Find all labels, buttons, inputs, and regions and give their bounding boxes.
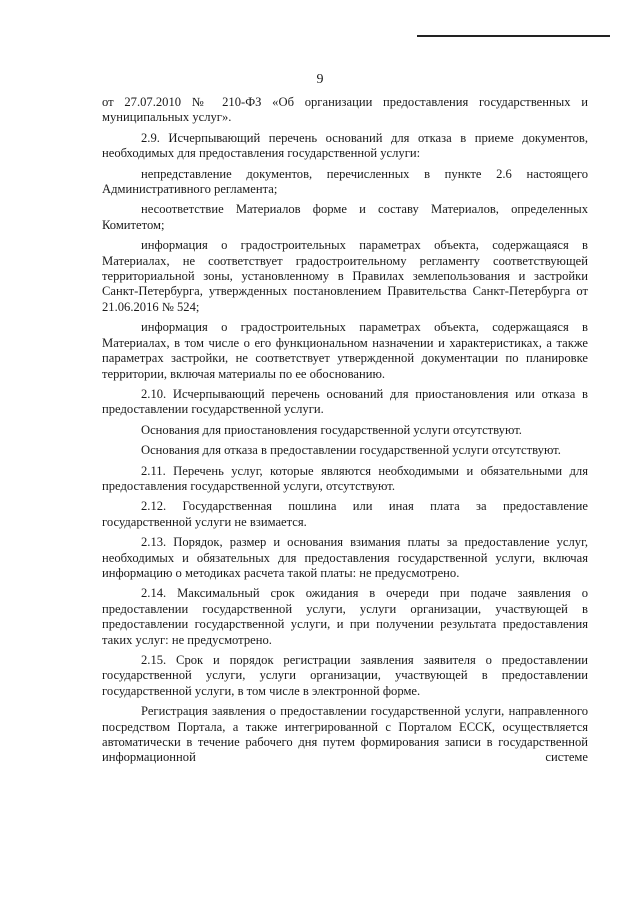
paragraph-materials-mismatch: несоответствие Материалов форме и составу Материалов, определенных Комитетом; [102, 202, 588, 232]
paragraph-2-11: 2.11. Перечень услуг, которые являются необходимыми и обязательными для предоставления государственной услуги, отсутствуют. [102, 463, 588, 493]
paragraph-law-reference: от 27.07.2010 № 210-ФЗ «Об организации предоставления государственных и муниципальных услуг». [102, 95, 588, 125]
paragraph-2-12: 2.12. Государственная пошлина или иная плата за предоставление государственной услуги не взимается. [102, 499, 588, 529]
paragraph-regulation-mismatch: информация о градостроительных параметрах объекта, содержащаяся в Материалах, не соответствует градостроительному регламенту соответствующей территориальной зоны, установленному в Правилах землепользования и застройки Санкт-Петербурга, утвержденных постановлением Правительства Санкт-Петербурга от 21.06.2016 № 524; [102, 238, 588, 314]
paragraph-2-14: 2.14. Максимальный срок ожидания в очереди при подаче заявления о предоставлении государственной услуги, услуги организации, участвующей в предоставлении государственной услуги, и при получении результата предоставления таких услуг: не предусмотрено. [102, 586, 588, 647]
paragraph-2-9: 2.9. Исчерпывающий перечень оснований для отказа в приеме документов, необходимых для предоставления государственной услуги: [102, 130, 588, 161]
paragraph-2-15: 2.15. Срок и порядок регистрации заявления заявителя о предоставлении государственной услуги, услуги организации, участвующей в предоставлении государственной услуги, в том числе в электронной форме. [102, 653, 588, 698]
paragraph-refusal-grounds: Основания для отказа в предоставлении государственной услуги отсутствуют. [141, 443, 561, 458]
paragraph-suspension-grounds: Основания для приостановления государственной услуги отсутствуют. [141, 422, 522, 437]
page-number: 9 [316, 72, 324, 87]
header-rule [417, 35, 610, 37]
paragraph-2-10: 2.10. Исчерпывающий перечень оснований для приостановления или отказа в предоставлении государственной услуги. [102, 386, 588, 417]
paragraph-no-documents: непредставление документов, перечисленных в пункте 2.6 настоящего Административного регламента; [102, 166, 588, 197]
paragraph-2-13: 2.13. Порядок, размер и основания взимания платы за предоставление услуг, необходимых и обязательных для предоставления государственной услуги, включая информацию о методиках расчета такой платы: не предусмотрено. [102, 535, 588, 580]
paragraph-registration: Регистрация заявления о предоставлении государственной услуги, направленного посредством Портала, а также интегрированной с Порталом ЕССК, осуществляется автоматически в течение рабочего дня путем формирования записи в государственной информационной системе [102, 704, 588, 765]
paragraph-planning-mismatch: информация о градостроительных параметрах объекта, содержащаяся в Материалах, в том числе о его функциональном назначении и характеристиках, а также параметрах застройки, не соответствует утвержденной документации по планировке территории, включая материалы по ее обоснованию. [102, 320, 588, 381]
document-body [102, 95, 588, 771]
